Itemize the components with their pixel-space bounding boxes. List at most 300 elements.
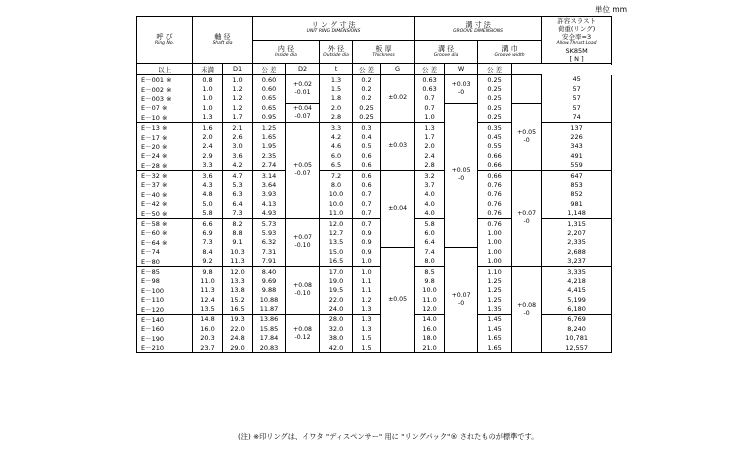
outer-dia: 17.0	[320, 266, 353, 276]
groove-width: 1.00	[478, 238, 512, 247]
sub-tol-w: 公 差	[478, 64, 512, 75]
groove-dia: 11.0	[415, 295, 445, 304]
shaft-min: 3.6	[193, 170, 223, 180]
thickness-tolerance: ±0.02	[381, 75, 415, 123]
thrust-load: 1,315	[542, 218, 612, 228]
thrust-load: 6,769	[542, 314, 612, 324]
groove-dia: 1.3	[415, 122, 445, 132]
sub-max: 未満	[193, 64, 223, 75]
thrust-load: 647	[542, 170, 612, 180]
footnote: (注) ※印リングは、イワタ "ディスペンサー" 用に "リングパック"® されたものが標準です。	[238, 432, 539, 441]
shaft-min: 9.2	[193, 256, 223, 266]
shaft-min: 7.3	[193, 238, 223, 247]
ring-number: E－13 ※	[137, 122, 193, 132]
groove-width-tolerance: +0.07 -0	[512, 170, 542, 266]
groove-dia-tolerance: +0.07 -0	[445, 247, 478, 353]
ring-number: E－120	[137, 304, 193, 314]
shaft-max: 6.3	[223, 190, 253, 199]
shaft-min: 20.3	[193, 334, 223, 343]
ring-number: E－002 ※	[137, 84, 193, 93]
thrust-load: 137	[542, 122, 612, 132]
groove-width: 1.35	[478, 304, 512, 314]
ring-number: E－110	[137, 295, 193, 304]
shaft-max: 1.2	[223, 84, 253, 93]
groove-dia: 12.0	[415, 304, 445, 314]
outer-dia: 10.0	[320, 199, 353, 208]
thrust-load: 12,557	[542, 343, 612, 353]
shaft-max: 3.6	[223, 151, 253, 160]
header-ring-dims: リ ン グ 寸 法 UNIT RING DIMENSIONS	[253, 17, 415, 41]
groove-width: 0.76	[478, 199, 512, 208]
groove-dia: 5.8	[415, 218, 445, 228]
sub-tol-g: 公 差	[415, 64, 445, 75]
ring-number: E－85	[137, 266, 193, 276]
outer-dia: 19.0	[320, 276, 353, 285]
groove-width: 0.25	[478, 94, 512, 103]
thickness: 1.3	[353, 304, 381, 314]
groove-dia-tolerance: +0.03 -0	[445, 75, 478, 104]
thickness: 0.5	[353, 142, 381, 151]
inner-dia: 1.95	[253, 142, 286, 151]
thrust-load: 853	[542, 180, 612, 189]
sub-g: G	[381, 64, 415, 75]
thickness: 1.2	[353, 295, 381, 304]
header-thickness: 板 厚 Thickness	[353, 40, 415, 64]
groove-dia: 2.4	[415, 151, 445, 160]
header-groove-width: 溝 巾 Groove width	[478, 40, 542, 64]
thrust-load: 343	[542, 142, 612, 151]
shaft-max: 11.3	[223, 256, 253, 266]
thickness: 1.3	[353, 324, 381, 333]
table-row	[137, 75, 612, 85]
groove-dia: 0.63	[415, 84, 445, 93]
inner-dia: 11.87	[253, 304, 286, 314]
shaft-min: 9.8	[193, 266, 223, 276]
inner-dia-tolerance: +0.07 -0.10	[286, 218, 320, 266]
shaft-min: 12.4	[193, 295, 223, 304]
sub-w: W	[445, 64, 478, 75]
thrust-load: 5,199	[542, 295, 612, 304]
ring-number: E－17 ※	[137, 132, 193, 141]
shaft-max: 19.3	[223, 314, 253, 324]
shaft-min: 11.3	[193, 286, 223, 295]
inner-dia: 13.86	[253, 314, 286, 324]
inner-dia: 0.65	[253, 94, 286, 103]
ring-number: E－140	[137, 314, 193, 324]
shaft-min: 2.4	[193, 142, 223, 151]
groove-dia: 1.7	[415, 132, 445, 141]
shaft-max: 24.8	[223, 334, 253, 343]
inner-dia: 3.93	[253, 190, 286, 199]
groove-width: 0.45	[478, 132, 512, 141]
ring-number: E－32 ※	[137, 170, 193, 180]
shaft-max: 4.2	[223, 161, 253, 171]
thickness: 1.0	[353, 256, 381, 266]
groove-width: 1.00	[478, 247, 512, 256]
inner-dia: 0.95	[253, 113, 286, 123]
groove-width: 1.10	[478, 266, 512, 276]
groove-dia: 7.4	[415, 247, 445, 256]
shaft-max: 3.0	[223, 142, 253, 151]
thickness: 0.6	[353, 151, 381, 160]
inner-dia: 7.31	[253, 247, 286, 256]
thickness: 1.3	[353, 314, 381, 324]
thickness: 0.7	[353, 218, 381, 228]
shaft-max: 9.1	[223, 238, 253, 247]
inner-dia-tolerance: +0.08 -0.10	[286, 266, 320, 314]
inner-dia: 5.93	[253, 228, 286, 237]
inner-dia: 7.91	[253, 256, 286, 266]
thickness: 0.6	[353, 161, 381, 171]
outer-dia: 28.0	[320, 314, 353, 324]
unit-label: 単位 mm	[595, 5, 627, 14]
thickness: 0.25	[353, 103, 381, 112]
outer-dia: 7.2	[320, 170, 353, 180]
inner-dia: 5.73	[253, 218, 286, 228]
groove-dia: 4.0	[415, 208, 445, 218]
shaft-max: 1.2	[223, 103, 253, 112]
outer-dia: 11.0	[320, 208, 353, 218]
ring-number: E－58 ※	[137, 218, 193, 228]
thickness: 0.4	[353, 132, 381, 141]
inner-dia-tolerance: +0.08 -0.12	[286, 314, 320, 353]
groove-dia: 1.0	[415, 113, 445, 123]
groove-dia: 0.7	[415, 94, 445, 103]
header-thrust: 許容スラスト 荷重(リング) 安全率=3 Allow.Thrust Load SK85M [ N ]	[542, 17, 612, 64]
ring-number: E－28 ※	[137, 161, 193, 171]
groove-dia: 2.8	[415, 161, 445, 171]
shaft-max: 1.7	[223, 113, 253, 123]
outer-dia: 32.0	[320, 324, 353, 333]
groove-width: 0.25	[478, 75, 512, 85]
shaft-min: 2.0	[193, 132, 223, 141]
inner-dia: 6.32	[253, 238, 286, 247]
thrust-load: 226	[542, 132, 612, 141]
groove-width: 0.25	[478, 113, 512, 123]
groove-dia: 0.63	[415, 75, 445, 85]
ring-number: E－20 ※	[137, 142, 193, 151]
outer-dia: 2.8	[320, 113, 353, 123]
thickness: 0.3	[353, 122, 381, 132]
groove-dia: 0.7	[415, 103, 445, 112]
shaft-max: 22.0	[223, 324, 253, 333]
outer-dia: 22.0	[320, 295, 353, 304]
shaft-max: 13.8	[223, 286, 253, 295]
thickness: 0.6	[353, 180, 381, 189]
outer-dia: 3.3	[320, 122, 353, 132]
shaft-max: 1.0	[223, 75, 253, 85]
thickness-tolerance: ±0.05	[381, 247, 415, 353]
outer-dia: 24.0	[320, 304, 353, 314]
table-row	[137, 170, 612, 180]
thickness: 0.25	[353, 113, 381, 123]
groove-dia: 2.0	[415, 142, 445, 151]
inner-dia: 9.69	[253, 276, 286, 285]
thickness: 0.9	[353, 247, 381, 256]
groove-dia: 16.0	[415, 324, 445, 333]
groove-width-tolerance	[512, 75, 542, 104]
inner-dia: 8.40	[253, 266, 286, 276]
thrust-load: 981	[542, 199, 612, 208]
groove-dia: 3.7	[415, 180, 445, 189]
inner-dia: 4.13	[253, 199, 286, 208]
thickness: 0.2	[353, 84, 381, 93]
shaft-min: 3.3	[193, 161, 223, 171]
groove-dia: 3.2	[415, 170, 445, 180]
groove-dia: 4.0	[415, 199, 445, 208]
thickness: 0.2	[353, 94, 381, 103]
shaft-max: 7.3	[223, 208, 253, 218]
groove-dia: 10.0	[415, 286, 445, 295]
thickness-tolerance: ±0.03	[381, 122, 415, 170]
shaft-min: 2.9	[193, 151, 223, 160]
sub-tol-d1: 公 差	[253, 64, 286, 75]
groove-width: 1.65	[478, 334, 512, 343]
thrust-load: 3,237	[542, 256, 612, 266]
thickness: 0.7	[353, 190, 381, 199]
ring-number: E－003 ※	[137, 94, 193, 103]
shaft-min: 23.7	[193, 343, 223, 353]
shaft-max: 10.3	[223, 247, 253, 256]
sub-d1: D1	[223, 64, 253, 75]
inner-dia: 4.93	[253, 208, 286, 218]
thickness: 1.5	[353, 334, 381, 343]
shaft-min: 5.0	[193, 199, 223, 208]
thrust-load: 74	[542, 113, 612, 123]
shaft-min: 1.0	[193, 94, 223, 103]
header-groove-dims: 溝 寸 法 GROOVE DIMENSIONS	[415, 17, 542, 41]
thrust-load: 2,688	[542, 247, 612, 256]
outer-dia: 1.3	[320, 75, 353, 85]
groove-width: 0.76	[478, 190, 512, 199]
thickness: 0.2	[353, 75, 381, 85]
groove-dia: 9.8	[415, 276, 445, 285]
inner-dia: 0.60	[253, 75, 286, 85]
header-outer: 外 径 Outside dia	[320, 40, 353, 64]
inner-dia: 2.35	[253, 151, 286, 160]
groove-dia: 8.0	[415, 256, 445, 266]
groove-width: 1.25	[478, 295, 512, 304]
ring-number: E－64 ※	[137, 238, 193, 247]
groove-width: 1.45	[478, 314, 512, 324]
inner-dia-tolerance: +0.05 -0.07	[286, 122, 320, 218]
thickness: 1.5	[353, 343, 381, 353]
shaft-min: 4.3	[193, 180, 223, 189]
thickness: 1.1	[353, 286, 381, 295]
ring-number: E－80	[137, 256, 193, 266]
groove-width: 0.35	[478, 122, 512, 132]
outer-dia: 15.0	[320, 247, 353, 256]
table-row	[137, 103, 612, 112]
inner-dia: 1.65	[253, 132, 286, 141]
thrust-load: 8,240	[542, 324, 612, 333]
thickness: 1.0	[353, 266, 381, 276]
outer-dia: 19.5	[320, 286, 353, 295]
inner-dia: 15.85	[253, 324, 286, 333]
shaft-max: 15.2	[223, 295, 253, 304]
inner-dia: 1.25	[253, 122, 286, 132]
outer-dia: 13.5	[320, 238, 353, 247]
groove-width: 1.65	[478, 343, 512, 353]
thrust-load: 3,335	[542, 266, 612, 276]
thrust-load: 57	[542, 94, 612, 103]
ring-number: E－60 ※	[137, 228, 193, 237]
outer-dia: 12.0	[320, 218, 353, 228]
thrust-load: 852	[542, 190, 612, 199]
ring-number: E－100	[137, 286, 193, 295]
shaft-max: 8.8	[223, 228, 253, 237]
shaft-min: 16.0	[193, 324, 223, 333]
thickness: 0.6	[353, 170, 381, 180]
groove-width-tolerance: +0.08 -0	[512, 266, 542, 353]
inner-dia: 2.74	[253, 161, 286, 171]
shaft-min: 0.8	[193, 75, 223, 85]
groove-width: 1.25	[478, 286, 512, 295]
sub-tol-t: 公 差	[353, 64, 381, 75]
header-nominal: 呼 び Ring No.	[137, 17, 193, 64]
shaft-max: 13.3	[223, 276, 253, 285]
outer-dia: 12.7	[320, 228, 353, 237]
shaft-min: 8.4	[193, 247, 223, 256]
inner-dia: 10.88	[253, 295, 286, 304]
shaft-min: 6.6	[193, 218, 223, 228]
ring-number: E－98	[137, 276, 193, 285]
thrust-load: 10,781	[542, 334, 612, 343]
groove-dia: 21.0	[415, 343, 445, 353]
shaft-max: 4.7	[223, 170, 253, 180]
ring-number: E－07 ※	[137, 103, 193, 112]
shaft-min: 1.3	[193, 113, 223, 123]
shaft-min: 13.5	[193, 304, 223, 314]
spec-table	[136, 16, 612, 353]
shaft-max: 29.0	[223, 343, 253, 353]
thickness: 0.9	[353, 228, 381, 237]
ring-number: E－74	[137, 247, 193, 256]
thickness: 0.9	[353, 238, 381, 247]
shaft-min: 11.0	[193, 276, 223, 285]
outer-dia: 4.2	[320, 132, 353, 141]
thrust-load: 491	[542, 151, 612, 160]
shaft-min: 1.0	[193, 84, 223, 93]
thickness: 0.7	[353, 208, 381, 218]
groove-dia: 8.5	[415, 266, 445, 276]
thrust-load: 1,148	[542, 208, 612, 218]
sub-t: t	[320, 64, 353, 75]
header-inner: 内 径 Inside dia	[253, 40, 320, 64]
inner-dia: 20.83	[253, 343, 286, 353]
outer-dia: 1.5	[320, 84, 353, 93]
outer-dia: 2.0	[320, 103, 353, 112]
shaft-max: 16.5	[223, 304, 253, 314]
ring-number: E－42 ※	[137, 199, 193, 208]
shaft-min: 4.8	[193, 190, 223, 199]
outer-dia: 1.8	[320, 94, 353, 103]
thrust-load: 4,218	[542, 276, 612, 285]
sub-min: 以上	[137, 64, 193, 75]
inner-dia: 3.14	[253, 170, 286, 180]
groove-width: 1.00	[478, 256, 512, 266]
groove-width: 0.76	[478, 208, 512, 218]
groove-width: 1.25	[478, 276, 512, 285]
groove-width: 0.55	[478, 142, 512, 151]
outer-dia: 10.0	[320, 190, 353, 199]
inner-dia: 17.84	[253, 334, 286, 343]
thrust-load: 4,415	[542, 286, 612, 295]
shaft-min: 6.9	[193, 228, 223, 237]
outer-dia: 4.6	[320, 142, 353, 151]
outer-dia: 6.5	[320, 161, 353, 171]
outer-dia: 6.0	[320, 151, 353, 160]
shaft-min: 14.8	[193, 314, 223, 324]
ring-number: E－24 ※	[137, 151, 193, 160]
sub-d2: D2	[286, 64, 320, 75]
groove-width: 0.76	[478, 218, 512, 228]
groove-dia: 18.0	[415, 334, 445, 343]
shaft-max: 2.6	[223, 132, 253, 141]
header-groove-dia: 溝 径 Groove dia	[415, 40, 478, 64]
outer-dia: 16.5	[320, 256, 353, 266]
groove-width: 1.45	[478, 324, 512, 333]
inner-dia: 0.65	[253, 103, 286, 112]
ring-number: E－40 ※	[137, 190, 193, 199]
ring-number: E－10 ※	[137, 113, 193, 123]
shaft-max: 12.0	[223, 266, 253, 276]
groove-dia: 4.0	[415, 190, 445, 199]
thrust-load: 57	[542, 103, 612, 112]
groove-width: 0.66	[478, 151, 512, 160]
ring-number: E－190	[137, 334, 193, 343]
inner-dia-tolerance: +0.04 -0.07	[286, 103, 320, 122]
table-row	[137, 266, 612, 276]
shaft-max: 6.4	[223, 199, 253, 208]
outer-dia: 42.0	[320, 343, 353, 353]
groove-width: 0.66	[478, 161, 512, 171]
thrust-load: 559	[542, 161, 612, 171]
outer-dia: 8.0	[320, 180, 353, 189]
inner-dia: 0.60	[253, 84, 286, 93]
inner-dia-tolerance: +0.02 -0.01	[286, 75, 320, 104]
ring-number: E－37 ※	[137, 180, 193, 189]
thrust-load: 45	[542, 75, 612, 85]
groove-width: 0.66	[478, 170, 512, 180]
thickness: 1.1	[353, 276, 381, 285]
shaft-min: 5.8	[193, 208, 223, 218]
thickness-tolerance: ±0.04	[381, 170, 415, 247]
shaft-max: 5.3	[223, 180, 253, 189]
groove-dia-tolerance: +0.05 -0	[445, 103, 478, 247]
thickness: 0.7	[353, 199, 381, 208]
groove-width: 0.76	[478, 180, 512, 189]
thrust-load: 57	[542, 84, 612, 93]
shaft-max: 1.2	[223, 94, 253, 103]
groove-dia: 6.4	[415, 238, 445, 247]
groove-dia: 14.0	[415, 314, 445, 324]
thrust-load: 2,335	[542, 238, 612, 247]
inner-dia: 3.64	[253, 180, 286, 189]
shaft-min: 1.0	[193, 103, 223, 112]
groove-width: 0.25	[478, 84, 512, 93]
ring-number: E－001 ※	[137, 75, 193, 85]
shaft-min: 1.6	[193, 122, 223, 132]
groove-dia: 6.0	[415, 228, 445, 237]
shaft-max: 8.2	[223, 218, 253, 228]
groove-width: 0.25	[478, 103, 512, 112]
ring-number: E－160	[137, 324, 193, 333]
shaft-max: 2.1	[223, 122, 253, 132]
ring-number: E－50 ※	[137, 208, 193, 218]
header-shaft: 軸 径 Shaft dia	[193, 17, 253, 64]
thrust-load: 2,207	[542, 228, 612, 237]
